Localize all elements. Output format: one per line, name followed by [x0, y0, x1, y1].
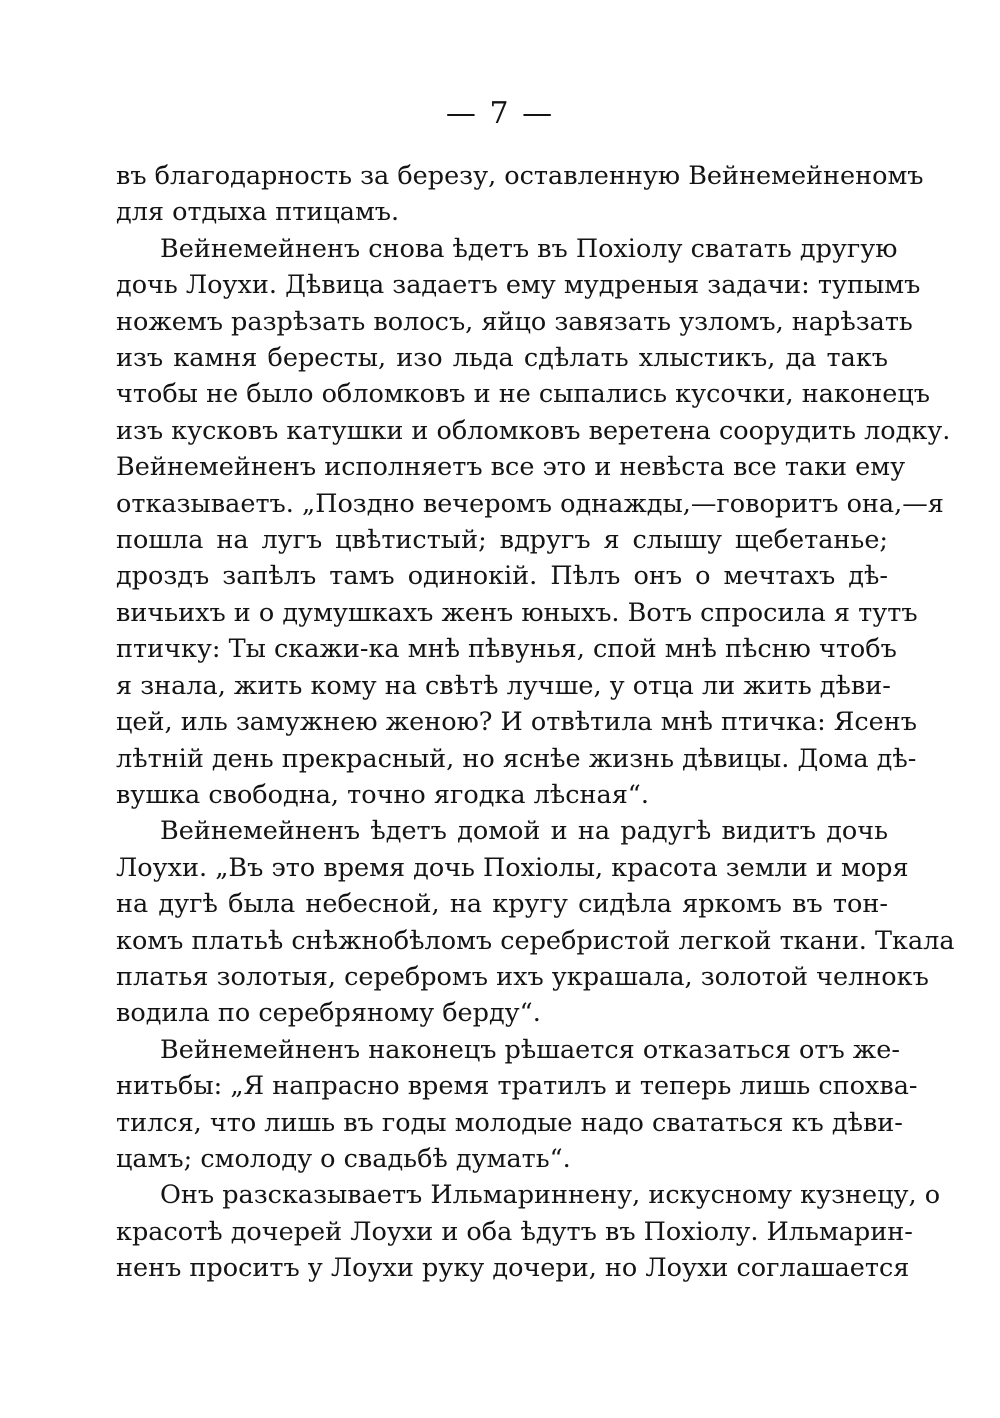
text-line: изъ камня бересты, изо льда сдѣлать хлыстикъ, да такъ — [116, 343, 888, 374]
text-line: ненъ проситъ у Лоухи руку дочери, но Лоухи соглашается — [116, 1253, 910, 1284]
text-line: Вейнемейненъ наконецъ рѣшается отказаться отъ же- — [160, 1034, 900, 1065]
text-line: комъ платьѣ снѣжнобѣломъ серебристой легкой ткани. Ткала — [116, 925, 955, 956]
text-line: на дугѣ была небесной, на кругу сидѣла яркомъ въ тон- — [116, 889, 888, 920]
paragraph — [116, 231, 951, 814]
text-line: вушка свободна, точно ягодка лѣсная“. — [116, 779, 649, 810]
text-line: ножемъ разрѣзать волосъ, яйцо завязать узломъ, нарѣзать — [116, 306, 913, 337]
text-line: отказываетъ. „Поздно вечеромъ однажды,—говоритъ она,—я — [116, 488, 944, 519]
text-line: дроздъ запѣлъ тамъ одинокій. Пѣлъ онъ о мечтахъ дѣ- — [116, 561, 888, 592]
text-line: пошла на лугъ цвѣтистый; вдругъ я слышу щебетанье; — [116, 525, 888, 556]
text-line: дочь Лоухи. Дѣвица задаетъ ему мудреныя задачи: тупымъ — [116, 270, 921, 301]
paragraph — [116, 1032, 918, 1178]
text-line: Вейнемейненъ исполняетъ все это и невѣста все таки ему — [116, 452, 906, 483]
paragraph — [116, 813, 955, 1031]
text-line: изъ кусковъ катушки и обломковъ веретена соорудить лодку. — [116, 415, 951, 446]
text-line: тился, что лишь въ годы молодые надо свататься къ дѣви- — [116, 1107, 903, 1138]
text-line: я знала, жить кому на свѣтѣ лучше, у отца ли жить дѣви- — [116, 670, 891, 701]
text-line: чтобы не было обломковъ и не сыпались кусочки, наконецъ — [116, 379, 930, 410]
text-line: Онъ разсказываетъ Ильмариннену, искусному кузнецу, о — [160, 1180, 941, 1211]
text-line: въ благодарность за березу, оставленную Вейнемейненомъ — [116, 161, 924, 191]
text-line: красотѣ дочерей Лоухи и оба ѣдутъ въ Похіолу. Ильмарин- — [116, 1216, 913, 1247]
text-line: Вейнемейненъ снова ѣдетъ въ Похіолу сватать другую — [160, 233, 898, 264]
body-text — [116, 158, 955, 1287]
text-line: платья золотыя, серебромъ ихъ украшала, золотой челнокъ — [116, 961, 929, 992]
text-line: лѣтній день прекрасный, но яснѣе жизнь дѣвицы. Дома дѣ- — [116, 743, 917, 774]
page-number: — 7 — — [445, 96, 555, 131]
text-line: вичьихъ и о думушкахъ женъ юныхъ. Вотъ спросила я тутъ — [116, 597, 918, 628]
paragraph — [116, 1177, 941, 1286]
text-line: цамъ; смолоду о свадьбѣ думать“. — [116, 1143, 571, 1174]
text-line: птичку: Ты скажи-ка мнѣ пѣвунья, спой мнѣ пѣсню чтобъ — [116, 634, 897, 665]
text-line: для отдыха птицамъ. — [116, 197, 400, 228]
text-line: Лоухи. „Въ это время дочь Похіолы, красота земли и моря — [116, 852, 909, 883]
text-line: Вейнемейненъ ѣдетъ домой и на радугѣ видитъ дочь — [160, 816, 888, 847]
text-line: цей, иль замужнею женою? И отвѣтила мнѣ птичка: Ясенъ — [116, 707, 917, 738]
text-line: водила по серебряному берду“. — [116, 998, 541, 1029]
text-line: нитьбы: „Я напрасно время тратилъ и теперь лишь спохва- — [116, 1071, 918, 1102]
paragraph — [116, 158, 924, 231]
